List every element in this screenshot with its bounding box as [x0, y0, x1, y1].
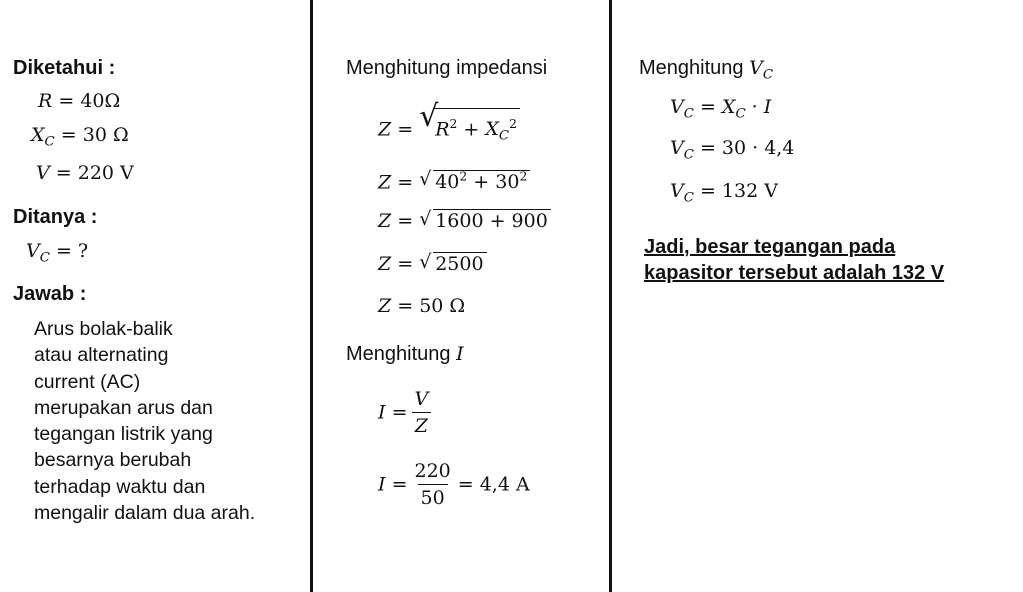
paragraph-line: besarnya berubah	[34, 449, 192, 472]
paragraph-line: Arus bolak-balik	[34, 318, 173, 340]
ditanya-label: Ditanya :	[13, 206, 98, 228]
squares-sum: 1600 + 900	[433, 209, 551, 232]
symbol-v: V	[36, 162, 50, 184]
fraction-numerator: 220	[414, 460, 451, 482]
impedance-result: Z = 50 Ω	[378, 295, 466, 317]
impedance-step-substitute: Z = √ $40^2 + 30^2$	[378, 170, 530, 193]
asked-value: = ?	[55, 240, 89, 262]
given-reactance	[31, 124, 129, 150]
symbol-vc: $V_C$	[26, 240, 50, 266]
impedance-step-squares: Z = √ 1600 + 900	[378, 210, 551, 232]
paragraph-line: atau alternating	[34, 344, 169, 367]
paragraph-line: current (AC)	[34, 370, 141, 393]
diketahui-label: Diketahui :	[13, 57, 116, 79]
current-value: = 4,4 A	[457, 473, 530, 496]
given-voltage	[36, 162, 134, 184]
resistance-value: = 40Ω	[58, 90, 121, 112]
column-divider-right	[609, 0, 612, 592]
symbol-xc: $X_C$	[31, 124, 55, 150]
sum-value: 2500	[433, 252, 486, 275]
conclusion-line: kapasitor tersebut adalah 132 V	[644, 262, 945, 284]
vc-substitute-value: = 30 · 4,4	[699, 137, 795, 159]
impedance-value: = 50 Ω	[397, 295, 466, 317]
given-resistance	[38, 90, 120, 112]
symbol-r: R	[38, 90, 53, 112]
symbol-i: I	[456, 343, 464, 365]
sqrt-sign: √ $R^2 + X_C^2$	[419, 108, 520, 144]
impedance-step-sum: Z = √ 2500	[378, 253, 487, 275]
current-heading	[346, 343, 464, 366]
conclusion-line: Jadi, besar tegangan pada	[644, 236, 896, 258]
value-30: 30	[495, 171, 520, 194]
vc-heading	[639, 57, 773, 83]
jawab-label: Jawab :	[13, 283, 87, 305]
vc-substitute: $V_C = 30 \cdot 4,4$	[670, 137, 795, 163]
paragraph-line: merupakan arus dan	[34, 396, 213, 419]
vc-heading-text: Menghitung	[639, 57, 744, 79]
vc-formula: $V_C = X_C \cdot I$	[670, 96, 772, 122]
current-calculation: I = $\frac{220}{50}$ = 4,4 A	[378, 460, 530, 509]
vc-result: $V_C = 132$ V	[670, 180, 778, 206]
fraction-denominator: 50	[418, 484, 448, 509]
value-40: 40	[435, 171, 460, 194]
current-heading-text: Menghitung	[346, 343, 451, 365]
paragraph-line: mengalir dalam dua arah.	[34, 502, 256, 525]
impedance-formula: Z = √ $R^2 + X_C^2$	[378, 108, 520, 144]
paragraph-line: tegangan listrik yang	[34, 423, 213, 446]
ac-definition-paragraph	[34, 316, 304, 526]
reactance-value: = 30 Ω	[60, 124, 129, 146]
vc-result-value: = 132 V	[699, 180, 778, 202]
current-formula: I = $\frac{V}{Z}$	[378, 388, 435, 437]
column-divider-left	[310, 0, 313, 592]
symbol-vc: $V_C$	[749, 57, 774, 83]
impedance-heading: Menghitung impedansi	[346, 57, 548, 79]
conclusion-text	[644, 234, 944, 286]
paragraph-line: terhadap waktu dan	[34, 475, 206, 498]
voltage-value: = 220 V	[55, 162, 134, 184]
asked-vc	[26, 240, 88, 266]
